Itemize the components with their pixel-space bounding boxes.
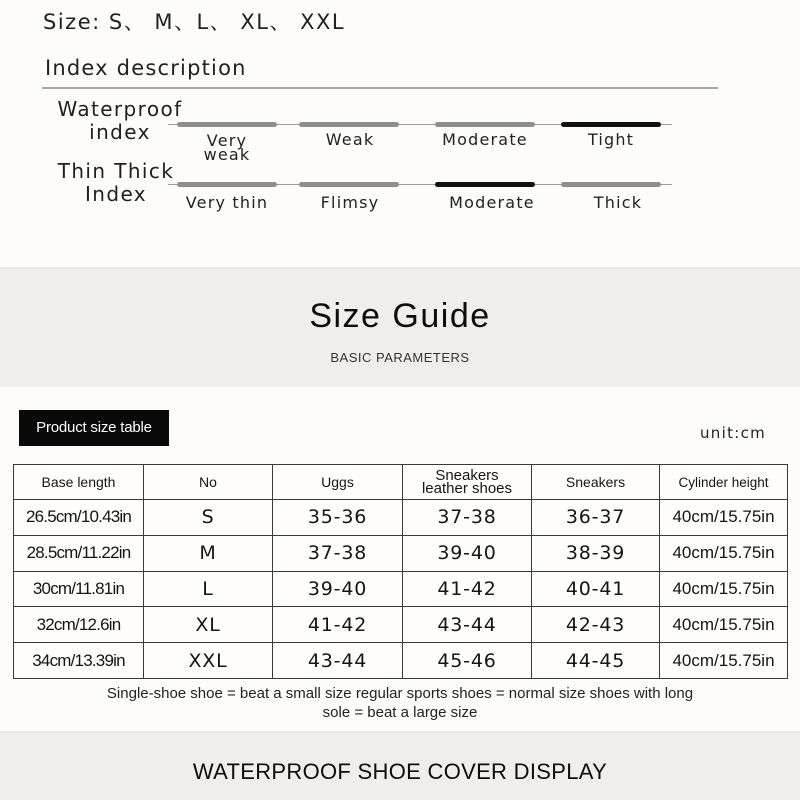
thickness-segment-very-thin	[177, 182, 277, 187]
cell-sneakers-leather: 41-42	[403, 571, 532, 607]
note-line: Single-shoe shoe = beat a small size regular sports shoes = normal size shoes with long	[106, 685, 694, 702]
waterproof-level-very-weak	[177, 131, 277, 164]
header-sneakers: Sneakers	[532, 465, 660, 500]
cell-sneakers-leather: 39-40	[403, 535, 532, 571]
header-sneakers-leather-shoes	[403, 465, 532, 500]
display-title: WATERPROOF SHOE COVER DISPLAY	[192, 759, 608, 784]
table-header-row	[14, 465, 788, 500]
waterproof-level-tight: Tight	[587, 130, 635, 149]
waterproof-segment-tight-active	[561, 122, 661, 127]
cell-sneakers: 44-45	[532, 643, 660, 679]
table-row	[14, 607, 788, 643]
cell-base-length: 26.5cm/10.43in	[14, 500, 144, 536]
size-table	[13, 464, 788, 679]
waterproof-segment-moderate	[435, 122, 535, 127]
label-line: index	[89, 120, 151, 144]
thickness-level-flimsy: Flimsy	[320, 193, 380, 212]
size-guide-subtitle: BASIC PARAMETERS	[330, 350, 470, 365]
size-guide-banner	[0, 267, 800, 387]
cell-no: XL	[144, 607, 273, 643]
level-label-line: Very	[206, 131, 248, 150]
thickness-segment-thick	[561, 182, 661, 187]
cell-uggs: 35-36	[273, 500, 403, 536]
product-size-table-badge: Product size table	[19, 410, 169, 446]
size-note	[0, 684, 800, 722]
cell-no: S	[144, 500, 273, 536]
cell-no: XXL	[144, 643, 273, 679]
size-guide-title: Size Guide	[309, 297, 491, 335]
thickness-segment-flimsy	[299, 182, 399, 187]
cell-uggs: 43-44	[273, 643, 403, 679]
header-uggs: Uggs	[273, 465, 403, 500]
header-base-length: Base length	[14, 465, 144, 500]
display-banner	[0, 731, 800, 800]
thickness-level-very-thin: Very thin	[185, 193, 269, 212]
index-description-heading: Index description	[45, 56, 247, 80]
thickness-level-thick: Thick	[593, 193, 643, 212]
waterproof-level-weak: Weak	[325, 130, 375, 149]
thickness-segment-moderate-active	[435, 182, 535, 187]
cell-cylinder-height: 40cm/15.75in	[660, 571, 788, 607]
label-line: Waterproof	[57, 97, 183, 121]
table-row	[14, 571, 788, 607]
waterproof-segment-weak	[299, 122, 399, 127]
cell-sneakers: 38-39	[532, 535, 660, 571]
header-line: Sneakers	[435, 467, 499, 484]
label-line: Index	[84, 182, 148, 206]
header-line: leather shoes	[421, 480, 513, 497]
cell-no: L	[144, 571, 273, 607]
heading-divider	[42, 87, 718, 89]
cell-uggs: 41-42	[273, 607, 403, 643]
waterproof-level-moderate: Moderate	[442, 130, 528, 149]
cell-sneakers: 40-41	[532, 571, 660, 607]
waterproof-index-label	[40, 98, 200, 144]
cell-sneakers: 36-37	[532, 500, 660, 536]
cell-uggs: 37-38	[273, 535, 403, 571]
level-label-line: weak	[203, 145, 251, 164]
cell-base-length: 34cm/13.39in	[14, 643, 144, 679]
cell-sneakers: 42-43	[532, 607, 660, 643]
cell-cylinder-height: 40cm/15.75in	[660, 643, 788, 679]
size-list: Size: S、 M、L、 XL、 XXL	[43, 10, 346, 34]
table-row	[14, 535, 788, 571]
thickness-level-moderate: Moderate	[449, 193, 535, 212]
cell-base-length: 28.5cm/11.22in	[14, 535, 144, 571]
cell-sneakers-leather: 45-46	[403, 643, 532, 679]
cell-sneakers-leather: 43-44	[403, 607, 532, 643]
cell-uggs: 39-40	[273, 571, 403, 607]
cell-base-length: 30cm/11.81in	[14, 571, 144, 607]
waterproof-segment-very-weak	[177, 122, 277, 127]
cell-cylinder-height: 40cm/15.75in	[660, 500, 788, 536]
cell-base-length: 32cm/12.6in	[14, 607, 144, 643]
table-row	[14, 500, 788, 536]
header-no: No	[144, 465, 273, 500]
unit-label: unit:cm	[700, 424, 767, 442]
cell-sneakers-leather: 37-38	[403, 500, 532, 536]
cell-cylinder-height: 40cm/15.75in	[660, 535, 788, 571]
header-cylinder-height: Cylinder height	[660, 465, 788, 500]
note-line: sole = beat a large size	[322, 704, 478, 721]
cell-no: M	[144, 535, 273, 571]
cell-cylinder-height: 40cm/15.75in	[660, 607, 788, 643]
table-row	[14, 643, 788, 679]
label-line: Thin Thick	[57, 159, 175, 183]
